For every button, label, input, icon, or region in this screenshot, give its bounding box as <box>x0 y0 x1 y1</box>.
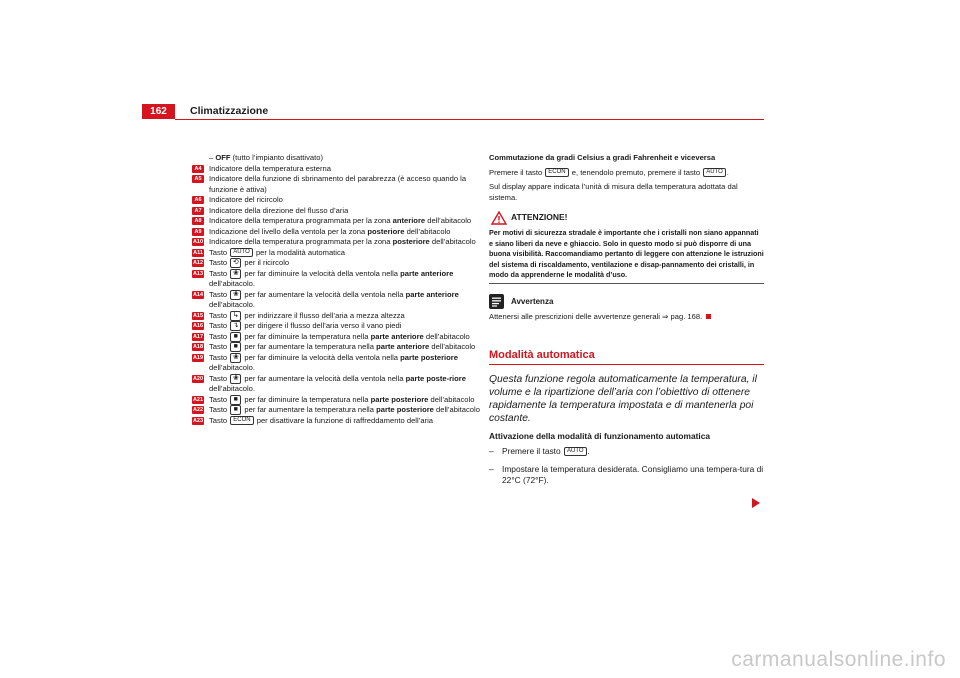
conversion-text-b: e, tenendolo premuto, premere il tasto <box>569 167 703 177</box>
bullet2-text: Impostare la temperatura desiderata. Consigliamo una tempera-tura di 22°C (72°F). <box>502 463 764 485</box>
legend-number-badge: A14 <box>192 291 204 298</box>
legend-text: dell’abitacolo. <box>209 363 256 372</box>
legend-text: dell’abitacolo <box>429 237 476 246</box>
legend-text: Tasto <box>209 405 230 414</box>
legend-item <box>192 237 482 248</box>
legend-item <box>192 216 482 227</box>
legend-text: Tasto <box>209 342 230 351</box>
warning-icon <box>491 211 507 225</box>
legend-number-badge: A15 <box>192 312 204 319</box>
legend-item <box>192 269 482 290</box>
legend-text: Tasto <box>209 415 230 425</box>
legend-number-badge: A11 <box>193 249 203 256</box>
legend-item <box>192 405 482 416</box>
fan-icon: ❀ <box>230 353 241 363</box>
legend-number-badge: A17 <box>192 333 204 340</box>
page-title: Climatizzazione <box>190 105 269 117</box>
legend-text: dell’abitacolo. <box>209 384 256 393</box>
legend-number-badge: A18 <box>192 344 204 350</box>
foot-flow-icon: ↴ <box>230 321 241 331</box>
legend-column <box>192 153 482 426</box>
legend-item <box>192 195 482 206</box>
legend-number-badge: A8 <box>192 217 204 225</box>
legend-item <box>192 332 482 343</box>
legend-text: Tasto <box>209 394 230 404</box>
legend-bold-text: parte anteriore <box>405 289 459 299</box>
legend-bold-text: anteriore <box>392 216 426 225</box>
legend-item <box>192 227 482 238</box>
legend-number-badge: A7 <box>192 207 204 215</box>
legend-text: per disattivare la funzione di raffreddamento dell’aria <box>254 415 434 425</box>
temperature-icon: ■ <box>230 395 241 405</box>
temperature-icon: ■ <box>230 342 241 352</box>
legend-text: per far aumentare la velocità della ventola nella <box>242 373 406 383</box>
legend-text: Tasto <box>209 247 230 257</box>
legend-bold-text: parte anteriore <box>370 331 424 341</box>
legend-text: Indicatore della temperatura programmata per la zona <box>209 216 393 225</box>
legend-number-badge: A6 <box>192 196 204 204</box>
legend-text: per far aumentare la temperatura nella <box>242 405 377 414</box>
bullet1-text-b: . <box>587 445 590 456</box>
legend-bold-text: parte poste-riore <box>405 373 466 383</box>
legend-text: per far aumentare la velocità della ventola nella <box>242 289 406 299</box>
bullet-press-auto <box>489 446 764 457</box>
legend-text: dell’abitacolo <box>404 226 451 236</box>
legend-text: dell’abitacolo <box>425 216 472 225</box>
legend-item <box>192 164 482 175</box>
legend-number-badge: A12 <box>192 260 204 266</box>
legend-text: Indicatore della funzione di sbrinamento del parabrezza (è acceso quando la funzione è attiva) <box>209 174 467 194</box>
legend-text: per far diminuire la temperatura nella <box>242 394 371 404</box>
section-title: Modalità automatica <box>489 348 764 365</box>
bullet-set-temperature <box>489 464 764 486</box>
page-number: 162 <box>142 104 175 119</box>
legend-bold-text: parte posteriore <box>370 394 429 404</box>
legend-text: per la modalità automatica <box>253 247 346 257</box>
legend-text: dell’abitacolo. <box>209 279 256 288</box>
legend-text: per dirigere il flusso dell’aria verso il vano piedi <box>242 321 402 330</box>
legend-number-badge: A16 <box>192 323 204 329</box>
air-flow-icon: ↳ <box>230 311 241 321</box>
legend-text: per indirizzare il flusso dell’aria a mezza altezza <box>242 310 405 320</box>
legend-text: per far diminuire la velocità della ventola nella <box>242 352 401 362</box>
legend-number-badge: A5 <box>192 175 204 183</box>
legend-bold-text: posteriore <box>367 226 405 236</box>
legend-item <box>192 311 482 322</box>
legend-text: Tasto <box>209 289 230 299</box>
legend-number-badge: A19 <box>192 354 204 361</box>
legend-item <box>192 206 482 217</box>
warning-title: ATTENZIONE! <box>511 212 568 222</box>
legend-number-badge: A22 <box>192 407 204 413</box>
legend-item <box>192 290 482 311</box>
warning-box <box>489 211 764 284</box>
fan-icon: ❀ <box>230 269 241 279</box>
legend-bold-text: parte anteriore <box>376 342 430 351</box>
auto-key: AUTO <box>564 447 587 456</box>
legend-text: dell’abitacolo <box>429 342 476 351</box>
auto-key: AUTO <box>703 168 726 177</box>
note-title-row <box>489 296 764 310</box>
section-intro: Questa funzione regola automaticamente la temperatura, il volume e la ripartizione dell’aria con l’obiettivo di ottenere rapidamente la temperatura impostata e di mantenerla poi costante. <box>489 374 757 424</box>
legend-item <box>192 321 482 332</box>
legend-text: Indicatore della direzione del flusso d’aria <box>209 205 349 215</box>
note-icon <box>489 294 504 309</box>
header-rule <box>175 119 764 120</box>
fan-icon: ❀ <box>230 290 241 300</box>
off-text: (tutto l’impianto disattivato) <box>230 153 323 162</box>
legend-text: Tasto <box>209 352 230 362</box>
legend-text: Tasto <box>209 331 230 341</box>
legend-text: dell’abitacolo <box>428 394 475 404</box>
activation-heading: Attivazione della modalità di funzionamento automatica <box>489 431 711 441</box>
legend-items <box>192 164 482 427</box>
legend-text: Indicatore del ricircolo <box>209 195 283 204</box>
legend-text: Indicatore della temperatura programmata per la zona <box>209 237 393 246</box>
legend-number-badge: A21 <box>192 396 204 403</box>
conversion-text-c: . <box>726 167 729 177</box>
recirculation-icon: ⟲ <box>230 258 241 268</box>
next-page-arrow-icon <box>752 498 760 508</box>
legend-item <box>192 248 482 259</box>
legend-number-badge: A10 <box>192 239 204 245</box>
legend-item <box>192 416 482 427</box>
bullet-dash: – <box>489 463 494 474</box>
note-body: Attenersi alle prescrizioni delle avvertenze generali ⇒ pag. 168. <box>489 311 703 321</box>
legend-text: Tasto <box>209 268 230 278</box>
bullet1-text-a: Premere il tasto <box>502 445 563 456</box>
legend-number-badge: A20 <box>192 375 204 382</box>
legend-text: per far diminuire la temperatura nella <box>242 331 371 341</box>
legend-text: Tasto <box>209 373 230 383</box>
note-title: Avvertenza <box>511 296 554 306</box>
legend-number-badge: A4 <box>192 165 204 173</box>
end-marker-icon <box>706 314 711 319</box>
watermark: carmanualsonline.info <box>731 648 946 671</box>
legend-text: per far aumentare la temperatura nella <box>242 342 377 351</box>
legend-text: Indicatore della temperatura esterna <box>209 163 331 173</box>
legend-item <box>192 374 482 395</box>
temperature-icon: ■ <box>230 332 241 342</box>
legend-text: Tasto <box>209 310 230 320</box>
legend-item <box>192 174 482 195</box>
legend-item <box>192 353 482 374</box>
econ-key: ECON <box>545 168 568 177</box>
econ-key: ECON <box>230 416 253 425</box>
note-body-row <box>489 312 764 323</box>
legend-text: Indicazione del livello della ventola per la zona <box>209 226 368 236</box>
bullet-dash: – <box>489 445 494 456</box>
legend-text: Tasto <box>209 321 230 330</box>
off-label: OFF <box>215 153 231 162</box>
legend-bold-text: posteriore <box>392 237 430 246</box>
legend-text: dell’abitacolo <box>423 331 470 341</box>
conversion-heading: Commutazione da gradi Celsius a gradi Fahrenheit e viceversa <box>489 153 716 162</box>
legend-text: dell’abitacolo <box>433 405 480 414</box>
conversion-text-a: Premere il tasto <box>489 167 545 177</box>
off-line <box>192 153 482 164</box>
warning-body: Per motivi di sicurezza stradale è importante che i cristalli non siano appannati e siano liberi da neve e ghiaccio. Solo in questo modo si può disporre di una buona visibilità. Raccomandiamo pertanto di leggere con attenzione le istruzioni del sistema di riscaldamento, ventilazione e disap-pannamento dei cristalli, in modo da apprenderne le modalità d’uso. <box>489 228 764 284</box>
conversion-note: Sul display appare indicata l’unità di misura della temperatura adottata dal sistema. <box>489 182 738 202</box>
legend-bold-text: parte posteriore <box>376 405 434 414</box>
legend-item <box>192 395 482 406</box>
legend-text: dell’abitacolo. <box>209 300 256 309</box>
fan-icon: ❀ <box>230 374 241 384</box>
legend-text: per far diminuire la velocità della ventola nella <box>242 268 401 278</box>
legend-number-badge: A9 <box>192 228 204 236</box>
conversion-paragraph <box>489 168 764 179</box>
auto-key: AUTO <box>230 248 253 257</box>
temperature-icon: ■ <box>230 405 241 415</box>
content-column <box>489 153 764 486</box>
off-dash: – <box>209 153 214 162</box>
legend-number-badge: A23 <box>192 417 204 424</box>
page-header <box>142 104 764 120</box>
legend-bold-text: parte posteriore <box>400 352 458 362</box>
legend-text: per il ricircolo <box>242 258 290 267</box>
warning-title-row <box>489 211 764 228</box>
legend-text: Tasto <box>209 258 230 267</box>
legend-item <box>192 342 482 353</box>
legend-number-badge: A13 <box>192 270 204 277</box>
legend-bold-text: parte anteriore <box>400 268 454 278</box>
legend-item <box>192 258 482 269</box>
